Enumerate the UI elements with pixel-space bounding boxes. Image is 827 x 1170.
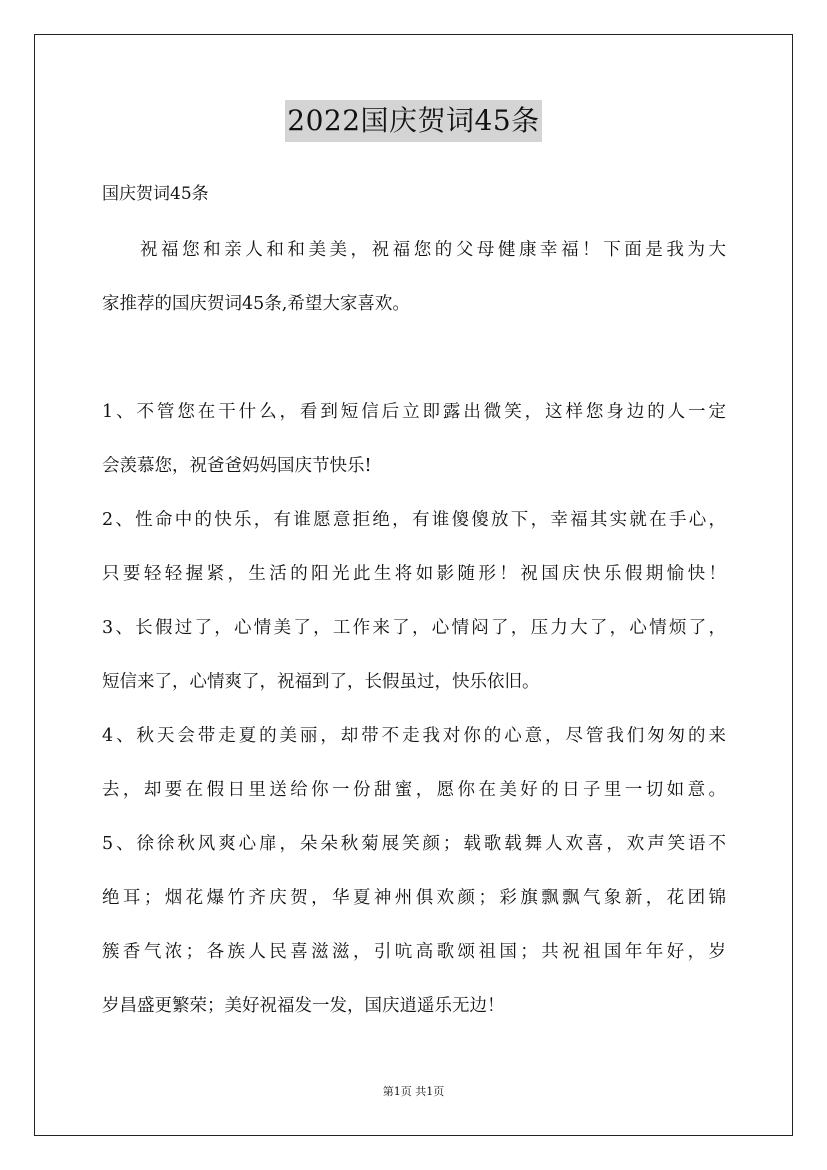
item-1-line-2: 会羡慕您，祝爸爸妈妈国庆节快乐! bbox=[102, 456, 372, 476]
item-3-line-2: 短信来了，心情爽了，祝福到了，长假虽过，快乐依旧。 bbox=[102, 672, 540, 692]
item-2-line-2: 只要轻轻握紧，生活的阳光此生将如影随形！祝国庆快乐假期愉快！ bbox=[102, 564, 726, 584]
document-title: 2022国庆贺词45条 bbox=[285, 100, 541, 142]
title-container bbox=[0, 100, 827, 142]
item-5-line-3: 簇香气浓；各族人民喜滋滋，引吭高歌颂祖国；共祝祖国年年好，岁 bbox=[102, 942, 726, 962]
item-4-line-1: 4、秋天会带走夏的美丽，却带不走我对你的心意，尽管我们匆匆的来 bbox=[102, 726, 726, 746]
item-3-line-1: 3、长假过了，心情美了，工作来了，心情闷了，压力大了，心情烦了， bbox=[102, 618, 726, 638]
item-4-line-2: 去，却要在假日里送给你一份甜蜜，愿你在美好的日子里一切如意。 bbox=[102, 780, 726, 800]
intro-line-1: 祝福您和亲人和和美美，祝福您的父母健康幸福！下面是我为大 bbox=[140, 240, 726, 260]
document-subtitle: 国庆贺词45条 bbox=[102, 184, 209, 204]
item-5-line-4: 岁昌盛更繁荣；美好祝福发一发，国庆逍遥乐无边！ bbox=[102, 996, 505, 1016]
item-1-line-1: 1、不管您在干什么，看到短信后立即露出微笑，这样您身边的人一定 bbox=[102, 402, 726, 422]
item-2-line-1: 2、性命中的快乐，有谁愿意拒绝，有谁傻傻放下，幸福其实就在手心， bbox=[102, 510, 726, 530]
item-5-line-2: 绝耳；烟花爆竹齐庆贺，华夏神州俱欢颜；彩旗飘飘气象新，花团锦 bbox=[102, 888, 726, 908]
item-5-line-1: 5、徐徐秋风爽心扉，朵朵秋菊展笑颜；载歌载舞人欢喜，欢声笑语不 bbox=[102, 834, 726, 854]
page-number-footer: 第1页 共1页 bbox=[382, 1085, 445, 1098]
intro-line-2: 家推荐的国庆贺词45条,希望大家喜欢。 bbox=[102, 294, 410, 314]
